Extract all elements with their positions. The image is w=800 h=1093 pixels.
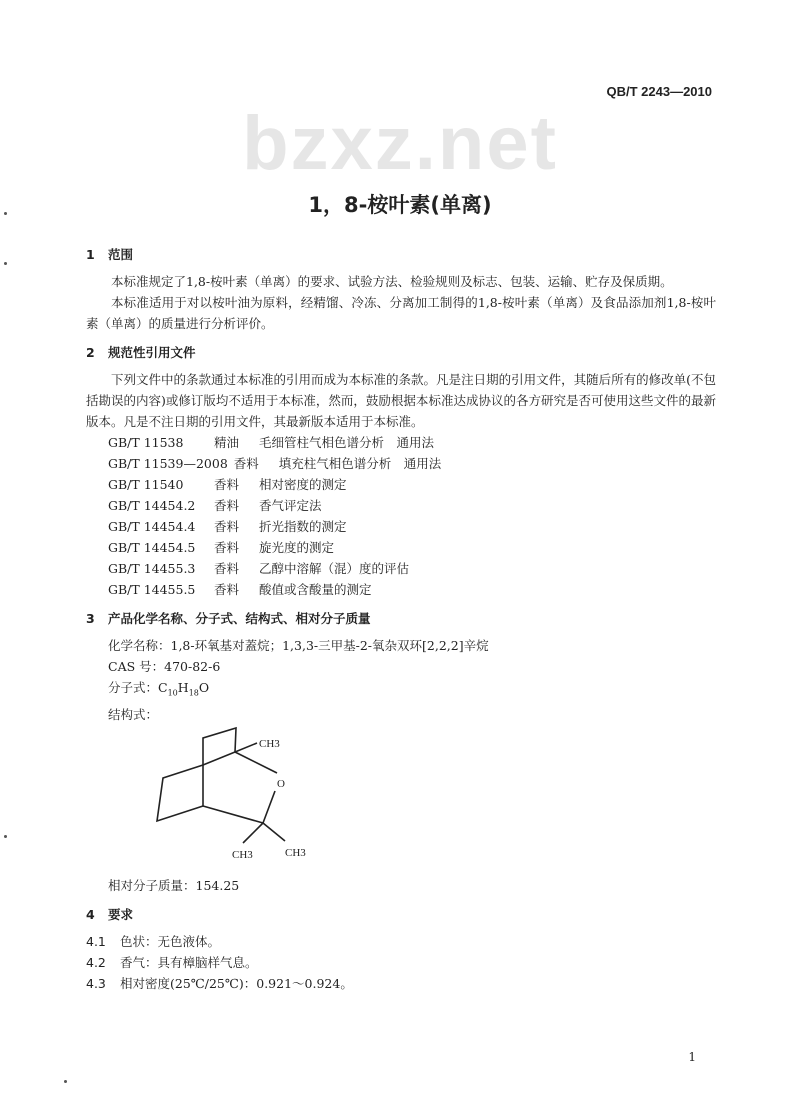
bond-c-o xyxy=(235,752,277,773)
section-4-heading xyxy=(86,904,716,925)
formula-c-sub: 10 xyxy=(167,688,178,698)
bond-lower-ring xyxy=(157,765,203,821)
label-ch3-left: CH3 xyxy=(232,848,253,861)
reference-item xyxy=(86,558,716,579)
bond-o-c xyxy=(263,791,275,823)
watermark: bzxz.net xyxy=(242,101,558,186)
label-ch3-right: CH3 xyxy=(285,846,306,859)
ref-title: 相对密度的测定 xyxy=(259,477,347,492)
label-ch3-top: CH3 xyxy=(259,737,280,750)
ref-code: GB/T 14454.4 xyxy=(108,519,196,534)
ref-category: 香料 xyxy=(214,498,240,513)
structure-drawing xyxy=(86,725,346,875)
reference-item xyxy=(86,432,716,453)
ref-title: 毛细管柱气相色谱分析 通用法 xyxy=(259,435,435,450)
ref-code: GB/T 14455.3 xyxy=(108,561,196,576)
label-oxygen: O xyxy=(277,777,285,790)
reference-item xyxy=(86,495,716,516)
section-title: 要求 xyxy=(108,906,134,922)
bond-methyl xyxy=(235,743,257,752)
ref-category: 香料 xyxy=(214,582,240,597)
ref-category: 香料 xyxy=(214,540,240,555)
ref-title: 折光指数的测定 xyxy=(259,519,347,534)
structural-formula xyxy=(86,725,716,875)
section-number: 2 xyxy=(86,345,95,360)
item-number: 4.1 xyxy=(86,933,106,949)
section-number: 3 xyxy=(86,611,95,626)
reference-item xyxy=(86,537,716,558)
scan-speck xyxy=(4,835,7,838)
section-2-heading xyxy=(86,342,716,363)
ref-title: 香气评定法 xyxy=(259,498,322,513)
section-title: 范围 xyxy=(108,247,134,262)
cas-number: CAS 号：470-82-6 xyxy=(108,659,221,674)
section-number: 4 xyxy=(86,906,95,922)
ref-code: GB/T 11538 xyxy=(108,435,184,450)
item-text: 色状：无色液体。 xyxy=(120,933,221,949)
ref-code: GB/T 14454.2 xyxy=(108,498,196,513)
reference-item xyxy=(86,453,716,474)
formula-o: O xyxy=(198,680,210,695)
ref-category: 香料 xyxy=(214,477,240,492)
ref-title: 旋光度的测定 xyxy=(259,540,335,555)
section-2-paragraph: 下列文件中的条款通过本标准的引用而成为本标准的条款。凡是注日期的引用文件，其随后所有的修改单(不包括勘误的内容)或修订版均不适用于本标准，然而，鼓励根据本标准达成协议的各方研究是否可使用这些文件的最新版本。凡是不注日期的引用文件，其最新版本适用于本标准。 xyxy=(86,372,716,429)
section-3-heading xyxy=(86,608,716,629)
chemical-name: 化学名称：1,8-环氧基对蓋烷；1,3,3-三甲基-2-氧杂双环[2,2,2]辛烷 xyxy=(108,638,489,653)
requirement-item xyxy=(86,952,716,973)
molecular-formula xyxy=(86,677,716,704)
ref-category: 香料 xyxy=(233,456,259,471)
ref-title: 乙醇中溶解（混）度的评估 xyxy=(259,561,410,576)
section-title: 规范性引用文件 xyxy=(108,345,196,360)
requirement-item xyxy=(86,931,716,952)
ref-category: 精油 xyxy=(214,435,240,450)
section-1-paragraph-1: 本标准规定了1,8-桉叶素（单离）的要求、试验方法、检验规则及标志、包装、运输、贮存及保质期。 xyxy=(111,274,673,289)
ref-code: GB/T 14455.5 xyxy=(108,582,196,597)
section-title: 产品化学名称、分子式、结构式、相对分子质量 xyxy=(108,611,371,626)
ref-code: GB/T 11539—2008 xyxy=(108,456,228,471)
section-1-heading xyxy=(86,244,716,265)
formula-c: C xyxy=(158,680,168,695)
page-number: 1 xyxy=(688,1050,696,1064)
requirement-item xyxy=(86,973,716,994)
bond-methyl xyxy=(243,823,263,843)
bond xyxy=(203,806,263,823)
ref-title: 填充柱气相色谱分析 通用法 xyxy=(278,456,442,471)
item-number: 4.2 xyxy=(86,954,106,970)
structure-label: 结构式： xyxy=(108,706,159,722)
section-1-paragraph-2: 本标准适用于对以桉叶油为原料，经精馏、冷冻、分离加工制得的1,8-桉叶素（单离）及食品添加剂1,8-桉叶素（单离）的质量进行分析评价。 xyxy=(86,295,716,331)
ref-category: 香料 xyxy=(214,519,240,534)
standard-number: QB/T 2243—2010 xyxy=(606,84,712,99)
bond-upper-bridge xyxy=(203,728,236,806)
reference-item xyxy=(86,474,716,495)
document-title: 1，8-桉叶素(单离) xyxy=(308,193,492,217)
item-text: 香气：具有樟脑样气息。 xyxy=(120,954,258,970)
bond xyxy=(203,752,235,765)
scan-speck xyxy=(4,212,7,215)
scan-speck xyxy=(4,262,7,265)
ref-code: GB/T 14454.5 xyxy=(108,540,196,555)
bond-methyl xyxy=(263,823,285,841)
scan-speck xyxy=(64,1080,67,1083)
reference-item xyxy=(86,579,716,600)
ref-code: GB/T 11540 xyxy=(108,477,184,492)
document-body xyxy=(86,236,716,994)
section-number: 1 xyxy=(86,247,95,262)
ref-title: 酸值或含酸量的测定 xyxy=(259,582,372,597)
molecular-mass: 相对分子质量：154.25 xyxy=(108,877,240,893)
reference-item xyxy=(86,516,716,537)
formula-h: H xyxy=(177,680,189,695)
ref-category: 香料 xyxy=(214,561,240,576)
item-number: 4.3 xyxy=(86,975,106,991)
formula-h-sub: 18 xyxy=(188,688,199,698)
formula-label: 分子式： xyxy=(108,680,159,695)
item-text: 相对密度(25℃/25℃)：0.921～0.924。 xyxy=(120,975,353,991)
